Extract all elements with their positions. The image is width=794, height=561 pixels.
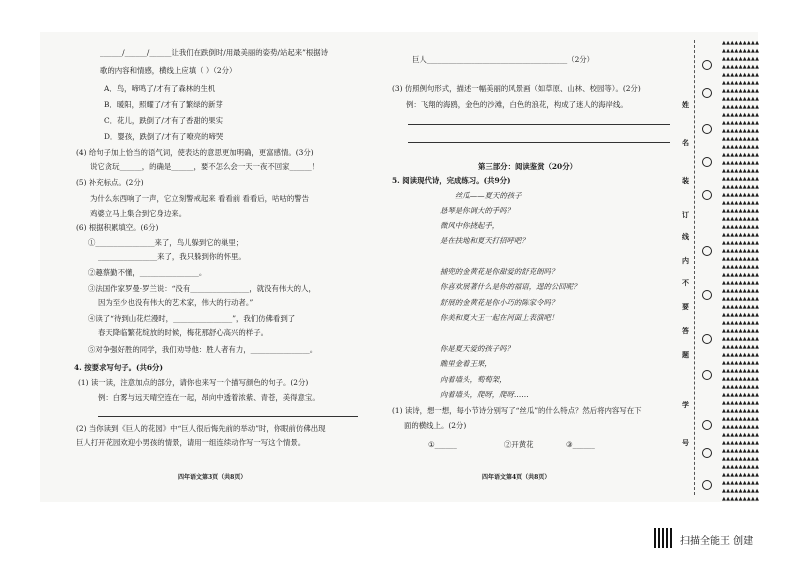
triangle-row: ▲▲▲▲▲▲▲▲▲ xyxy=(722,200,760,206)
triangle-row: ▲▲▲▲▲▲▲▲▲ xyxy=(722,168,760,174)
q5-1-prompt-cont: 面的横线上。(2分) xyxy=(404,421,467,430)
triangle-row: ▲▲▲▲▲▲▲▲▲ xyxy=(722,192,760,198)
q4-1-answer-line[interactable] xyxy=(98,416,358,417)
q3-example: 例：飞翔的海鸥，金色的沙滩，白色的浪花，构成了迷人的海岸线。 xyxy=(406,100,628,109)
q5-heading: (5) 补充标点。(2分) xyxy=(76,178,144,187)
q4-heading: (4) 给句子加上恰当的语气词，使表达的意思更加明确，更富感情。(3分) xyxy=(76,148,314,157)
triangle-row: ▲▲▲▲▲▲▲▲▲ xyxy=(722,56,760,62)
triangle-row: ▲▲▲▲▲▲▲▲▲ xyxy=(722,40,760,46)
binding-label: 名 xyxy=(682,138,689,147)
triangle-row: ▲▲▲▲▲▲▲▲▲ xyxy=(722,136,760,142)
q4-sentence: 说它贪玩______，的确是______，要不怎么会一天一夜不回家______！ xyxy=(90,162,320,171)
q6-item-3b: 因为至少也没有伟大的艺术家，伟大的行动者。” xyxy=(98,298,254,307)
poem-line: 是在扶地和夏天打招呼吧？ xyxy=(440,236,529,245)
triangle-row: ▲▲▲▲▲▲▲▲▲ xyxy=(722,160,760,166)
triangle-row: ▲▲▲▲▲▲▲▲▲ xyxy=(722,488,760,494)
giant-answer-line: 巨人______________________________________（2分） xyxy=(412,55,595,64)
triangle-row: ▲▲▲▲▲▲▲▲▲ xyxy=(722,336,760,342)
poem-line: 微风中你挠起手， xyxy=(440,221,500,230)
q5-reading-heading: 5. 阅读现代诗，完成练习。(共9分) xyxy=(392,176,511,185)
qr-code-icon xyxy=(654,528,674,548)
triangle-row: ▲▲▲▲▲▲▲▲▲ xyxy=(722,216,760,222)
binding-hole xyxy=(702,88,712,98)
answer-2: ②开黄花 xyxy=(504,440,534,449)
triangle-row: ▲▲▲▲▲▲▲▲▲ xyxy=(722,456,760,462)
triangle-row: ▲▲▲▲▲▲▲▲▲ xyxy=(722,48,760,54)
binding-label: 订 xyxy=(682,210,689,219)
q4-section-heading: 4. 按要求写句子。(共6分) xyxy=(74,363,163,372)
triangle-row: ▲▲▲▲▲▲▲▲▲ xyxy=(722,112,760,118)
left-footer: 四年语文第3页（共8页） xyxy=(178,474,247,481)
q6-item-4: ④读了“待到山花烂漫时，________________”，我们仿佛看到了 xyxy=(88,314,296,323)
triangle-row: ▲▲▲▲▲▲▲▲▲ xyxy=(722,400,760,406)
triangle-row: ▲▲▲▲▲▲▲▲▲ xyxy=(722,480,760,486)
binding-label: 答 xyxy=(682,326,689,335)
triangle-row: ▲▲▲▲▲▲▲▲▲ xyxy=(722,424,760,430)
triangle-row: ▲▲▲▲▲▲▲▲▲ xyxy=(722,352,760,358)
q3-answer-line-2[interactable] xyxy=(408,142,670,143)
triangle-row: ▲▲▲▲▲▲▲▲▲ xyxy=(722,256,760,262)
triangle-row: ▲▲▲▲▲▲▲▲▲ xyxy=(722,232,760,238)
triangle-row: ▲▲▲▲▲▲▲▲▲ xyxy=(722,248,760,254)
poem-title: 丝瓜——夏天的孩子 xyxy=(455,191,522,200)
binding-hole xyxy=(702,370,712,380)
triangle-row: ▲▲▲▲▲▲▲▲▲ xyxy=(722,72,760,78)
section3-heading: 第三部分：阅读鉴赏（20分） xyxy=(478,162,577,171)
triangle-row: ▲▲▲▲▲▲▲▲▲ xyxy=(722,376,760,382)
poem-line: 你美和夏大王一起在河面上表演吧！ xyxy=(440,313,559,322)
triangle-row: ▲▲▲▲▲▲▲▲▲ xyxy=(722,368,760,374)
binding-hole xyxy=(702,157,712,167)
binding-label: 姓 xyxy=(682,100,689,109)
triangle-row: ▲▲▲▲▲▲▲▲▲ xyxy=(722,176,760,182)
triangle-row: ▲▲▲▲▲▲▲▲▲ xyxy=(722,416,760,422)
binding-hole xyxy=(702,124,712,134)
q6-item-3: ③法国作家罗曼·罗兰说：“没有________________，就没有伟大的人， xyxy=(88,284,316,293)
option-a: A．鸟，啼鸣了/才有了森林的生机 xyxy=(104,84,216,93)
option-b: B．暖阳，照耀了/才有了繁绿的新芽 xyxy=(104,100,223,109)
binding-label: 不 xyxy=(682,278,689,287)
triangle-row: ▲▲▲▲▲▲▲▲▲ xyxy=(722,464,760,470)
triangle-row: ▲▲▲▲▲▲▲▲▲ xyxy=(722,88,760,94)
triangle-row: ▲▲▲▲▲▲▲▲▲ xyxy=(722,384,760,390)
q6-item-1: ①________________来了，鸟儿躲到它的巢里； xyxy=(88,238,244,247)
right-footer: 四年语文第4页（共8页） xyxy=(482,474,551,481)
poem-line: 向着墙头，萄萄架， xyxy=(440,375,507,384)
triangle-row: ▲▲▲▲▲▲▲▲▲ xyxy=(722,64,760,70)
q6-item-5: ⑤对争强好胜的同学，我们劝导他：胜人者有力，________________。 xyxy=(88,345,318,354)
poem-line: 恳琴是你调大的手吗？ xyxy=(440,206,514,215)
triangle-row: ▲▲▲▲▲▲▲▲▲ xyxy=(722,472,760,478)
triangle-row: ▲▲▲▲▲▲▲▲▲ xyxy=(722,344,760,350)
triangle-row: ▲▲▲▲▲▲▲▲▲ xyxy=(722,496,760,502)
q5-1-prompt: (1) 读诗，想一想，每小节诗分别写了“丝瓜”的什么特点？然后将内容写在下 xyxy=(392,406,642,415)
q6-item-1b: ________________来了，我只躲到你的怀里。 xyxy=(98,252,246,261)
binding-label: 线 xyxy=(682,232,689,241)
binding-hole xyxy=(702,420,712,430)
triangle-row: ▲▲▲▲▲▲▲▲▲ xyxy=(722,208,760,214)
binding-label: 号 xyxy=(682,438,689,447)
q4-1-example: 例：白雾与远天晴空连在一起，昂向中透着浓紫、青苍，美得意宝。 xyxy=(98,393,320,402)
q5-sentence-cont: 鸡婆立马上集合到它身边来。 xyxy=(90,209,187,218)
triangle-row: ▲▲▲▲▲▲▲▲▲ xyxy=(722,408,760,414)
q6-item-4b: 春天降临繁花绽放的时候，梅花那舒心高兴的样子。 xyxy=(98,328,268,337)
q6-item-2: ②趣蔡勤不懂，________________。 xyxy=(88,268,207,277)
triangle-row: ▲▲▲▲▲▲▲▲▲ xyxy=(722,432,760,438)
triangle-row: ▲▲▲▲▲▲▲▲▲ xyxy=(722,296,760,302)
triangle-row: ▲▲▲▲▲▲▲▲▲ xyxy=(722,144,760,150)
option-d: D．婴孩，跌倒了/才有了嘹亮的啼哭 xyxy=(104,132,224,141)
binding-dashed-line xyxy=(694,40,695,495)
triangle-row: ▲▲▲▲▲▲▲▲▲ xyxy=(722,184,760,190)
scanner-watermark: 扫描全能王 创建 xyxy=(680,536,754,547)
binding-hole xyxy=(702,480,712,490)
q3-answer-line-1[interactable] xyxy=(408,124,670,125)
option-c: C．花儿，跌倒了/才有了香甜的果实 xyxy=(104,116,224,125)
binding-label: 内 xyxy=(682,256,689,265)
q4-1-prompt: (1) 读一读，注意加点的部分，请你也来写一个描写颜色的句子。(2分) xyxy=(78,378,309,387)
triangle-row: ▲▲▲▲▲▲▲▲▲ xyxy=(722,304,760,310)
triangle-row: ▲▲▲▲▲▲▲▲▲ xyxy=(722,392,760,398)
q6-heading: (6) 根据积累填空。(6分) xyxy=(76,223,159,232)
triangle-row: ▲▲▲▲▲▲▲▲▲ xyxy=(722,288,760,294)
binding-hole xyxy=(702,448,712,458)
triangle-row: ▲▲▲▲▲▲▲▲▲ xyxy=(722,152,760,158)
triangle-row: ▲▲▲▲▲▲▲▲▲ xyxy=(722,328,760,334)
triangle-row: ▲▲▲▲▲▲▲▲▲ xyxy=(722,104,760,110)
triangle-row: ▲▲▲▲▲▲▲▲▲ xyxy=(722,272,760,278)
poem-line: 捕兜的金黄花是你甜爱的舒克朗吗？ xyxy=(440,267,559,276)
triangle-row: ▲▲▲▲▲▲▲▲▲ xyxy=(722,280,760,286)
binding-hole xyxy=(702,334,712,344)
binding-label: 装 xyxy=(682,176,689,185)
q3-prompt: 歌的内容和情感，横线上应填（ ）（2分） xyxy=(100,66,237,75)
q4-2-prompt-cont: 巨人打开花园欢迎小男孩的情景，请用一组连续动作写一写这个情景。 xyxy=(76,438,306,447)
answer-1[interactable]: ①______ xyxy=(428,440,457,449)
triangle-row: ▲▲▲▲▲▲▲▲▲ xyxy=(722,320,760,326)
triangle-row: ▲▲▲▲▲▲▲▲▲ xyxy=(722,440,760,446)
binding-hole xyxy=(702,190,712,200)
triangle-row: ▲▲▲▲▲▲▲▲▲ xyxy=(722,96,760,102)
poem-line: 向着墙头，爬呀，爬呀…… xyxy=(440,390,529,399)
binding-hole xyxy=(702,60,712,70)
triangle-row: ▲▲▲▲▲▲▲▲▲ xyxy=(722,240,760,246)
triangle-row: ▲▲▲▲▲▲▲▲▲ xyxy=(722,264,760,270)
q3-imitate-prompt: (3) 仿照例句形式，描述一幅美丽的风景画（如草原、山林、校园等）。(2分) xyxy=(392,84,641,93)
binding-label: 题 xyxy=(682,350,689,359)
triangle-row: ▲▲▲▲▲▲▲▲▲ xyxy=(722,128,760,134)
triangle-row: ▲▲▲▲▲▲▲▲▲ xyxy=(722,80,760,86)
poem-line: 瞧里金着王果， xyxy=(440,359,492,368)
binding-label: 学 xyxy=(682,400,689,409)
binding-hole xyxy=(702,246,712,256)
poem-line: 你是夏天爱的孩子吗？ xyxy=(440,344,514,353)
q5-sentence: 为什么东西响了一声，它立刻警戒起来 看看前 看看后，咕咕的警告 xyxy=(90,194,310,203)
triangle-row: ▲▲▲▲▲▲▲▲▲ xyxy=(722,312,760,318)
binding-label: 要 xyxy=(682,302,689,311)
triangle-row: ▲▲▲▲▲▲▲▲▲ xyxy=(722,120,760,126)
poem-line: 你喜欢展著什么是你的福语，逞的公回呢？ xyxy=(440,282,581,291)
binding-hole xyxy=(702,290,712,300)
q4-2-prompt: (2) 当你读到《巨人的花园》中“巨人很后悔先前的举动”时，你眼前仿佛出现 xyxy=(76,424,326,433)
triangle-row: ▲▲▲▲▲▲▲▲▲ xyxy=(722,224,760,230)
answer-3[interactable]: ③______ xyxy=(566,440,595,449)
triangle-row: ▲▲▲▲▲▲▲▲▲ xyxy=(722,448,760,454)
poem-line: 舒展的金黄花是你小巧的陈家令吗？ xyxy=(440,298,559,307)
triangle-row: ▲▲▲▲▲▲▲▲▲ xyxy=(722,360,760,366)
q3-poem-blank: ______/______/______让我们在跌倒时/用最美丽的姿势/站起来”根据诗 xyxy=(100,48,329,57)
